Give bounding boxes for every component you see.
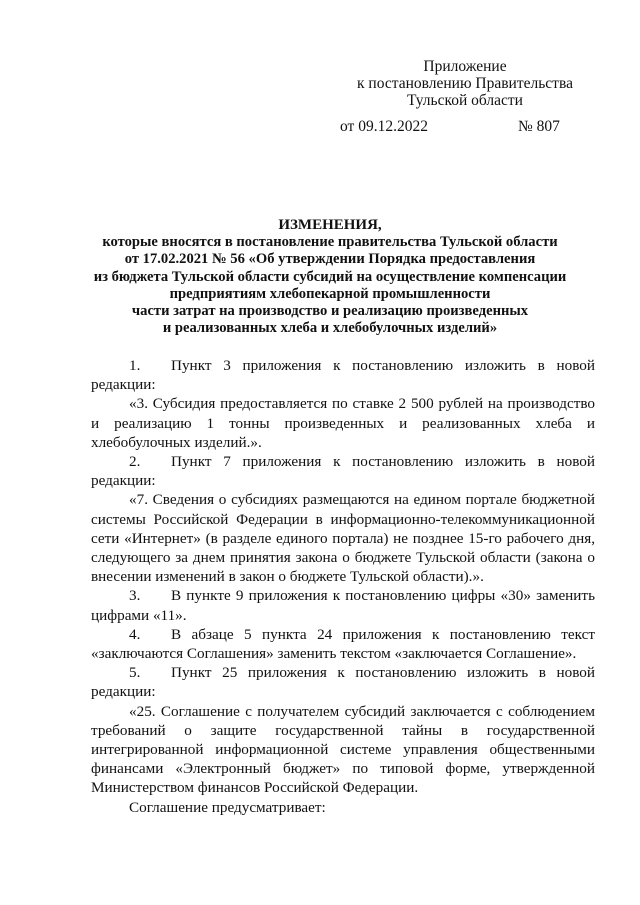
document-body (91, 356, 595, 817)
item-number: 3. (129, 587, 141, 605)
quoted-text: Соглашение предусматривает: (129, 798, 326, 816)
title-heading: ИЗМЕНЕНИЯ, (278, 217, 382, 233)
item-number: 2. (129, 453, 141, 471)
resolution-dateline (340, 118, 560, 136)
item-text: Пункт 3 приложения к постановлению изложить в новой редакции: (91, 357, 595, 394)
item-number: 1. (129, 357, 141, 374)
amendment-item (91, 356, 595, 394)
title-line: от 17.02.2021 № 56 «Об утверждении Порядка предоставления (124, 251, 536, 268)
item-text: В абзаце 5 пункта 24 приложения к постановлению текст «заключаются Соглашения» заменить текстом «заключается Соглашение». (91, 625, 595, 663)
quoted-text: «7. Сведения о субсидиях размещаются на едином портале бюджетной системы Российской Федерации в информационно-телекоммуникационной сети «Интернет» (в разделе единого портала) не позднее 15-го рабочего дня, следующего за днем принятия закона о бюджете Тульской области (закона о внесении изменений в закон о бюджете Тульской области).». (91, 491, 595, 586)
resolution-date: от 09.12.2022 (340, 118, 428, 135)
quoted-text: «25. Соглашение с получателем субсидий заключается с соблюдением требований о защите государственной тайны в государственной интегрированной информационной системе управления общественными финансами «Электронный бюджет» по типовой форме, утвержденной Министерством финансов Российской Федерации. (91, 702, 595, 797)
item-number: 5. (129, 664, 141, 682)
quoted-text: «3. Субсидия предоставляется по ставке 2 500 рублей на производство и реализацию 1 тонны произведенных и реализованных хлеба и хлебобулочных изделий.». (91, 395, 595, 451)
document-title (60, 217, 600, 337)
annex-header (330, 58, 600, 109)
amendment-item (91, 586, 595, 624)
title-line: из бюджета Тульской области субсидий на осуществление компенсации (93, 268, 567, 285)
amendment-item (91, 625, 595, 663)
amendment-item (91, 663, 595, 701)
annex-label: Приложение (423, 58, 507, 75)
annex-reference: к постановлению Правительства (357, 75, 573, 92)
title-line: предприятиям хлебопекарной промышленности (169, 285, 491, 302)
title-line: которые вносятся в постановление правительства Тульской области (102, 234, 558, 251)
resolution-number: № 807 (518, 118, 560, 135)
amendment-item (91, 452, 595, 490)
item-text: В пункте 9 приложения к постановлению цифры «30» заменить цифрами «11». (91, 587, 595, 624)
annex-region: Тульской области (407, 92, 523, 109)
item-text: Пункт 7 приложения к постановлению изложить в новой редакции: (91, 453, 595, 490)
title-line: части затрат на производство и реализацию произведенных (131, 303, 529, 320)
item-text: Пункт 25 приложения к постановлению изложить в новой редакции: (91, 664, 595, 701)
title-line: и реализованных хлеба и хлебобулочных изделий» (162, 320, 498, 337)
item-number: 4. (129, 625, 141, 643)
